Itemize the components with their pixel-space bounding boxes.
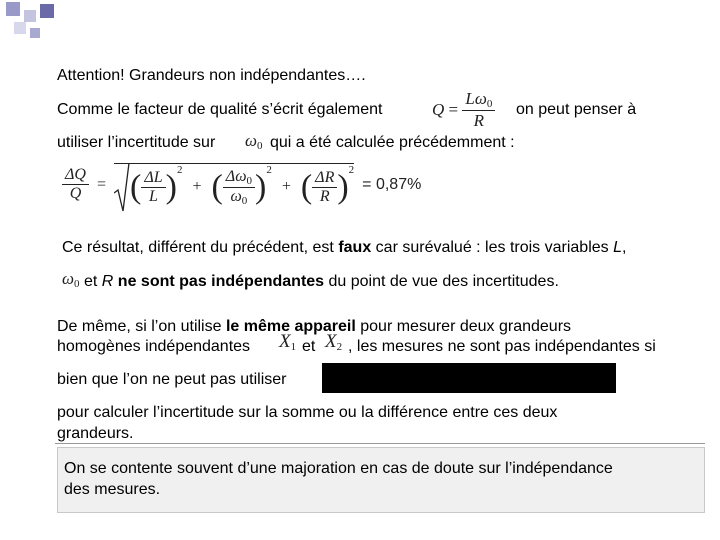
math-subscript: 0 xyxy=(241,194,248,207)
note-line-2: des mesures. xyxy=(64,481,161,498)
x2-symbol xyxy=(325,331,342,353)
math-subscript: 0 xyxy=(74,278,80,290)
divider xyxy=(55,443,705,444)
emphasis-not-independent: ne sont pas indépendantes xyxy=(113,273,325,290)
math-exponent: 2 xyxy=(348,164,355,176)
text: Comme le facteur de qualité s’écrit également xyxy=(57,101,383,118)
paragraph-1-line-1 xyxy=(62,238,626,258)
redacted-formula-bar xyxy=(322,363,616,393)
text: utiliser l’incertitude sur xyxy=(57,134,216,151)
text: et xyxy=(84,273,102,290)
emphasis-same-device: le même appareil xyxy=(225,318,356,335)
formula-result: = 0,87% xyxy=(362,175,422,193)
math-symbol: Lω xyxy=(465,89,487,108)
text: , les mesures ne sont pas indépendantes si xyxy=(348,338,656,355)
fraction xyxy=(312,169,337,206)
corner-square xyxy=(24,10,36,22)
fraction-numerator: ΔR xyxy=(312,169,337,188)
radical-sign-icon xyxy=(114,163,130,213)
fraction xyxy=(223,168,255,207)
text: , xyxy=(622,239,627,256)
fraction xyxy=(462,89,495,131)
fraction-numerator xyxy=(223,168,255,188)
fraction-numerator: ΔL xyxy=(141,169,165,188)
note-box xyxy=(57,447,705,513)
omega0-symbol xyxy=(245,131,263,152)
math-symbol: X xyxy=(279,331,291,352)
text: bien que l’on ne peut pas utiliser xyxy=(57,371,287,388)
text: homogènes indépendantes xyxy=(57,338,251,355)
math-symbol: Δω xyxy=(225,167,247,185)
paragraph-2-line-1 xyxy=(57,317,571,337)
math-subscript: 0 xyxy=(246,174,252,187)
x1-symbol xyxy=(279,331,296,353)
fraction-numerator: ΔQ xyxy=(62,166,89,185)
math-symbol: + xyxy=(192,178,202,196)
paragraph-1-line-2 xyxy=(84,272,559,292)
variable-r: R xyxy=(101,273,114,290)
fraction-denominator: L xyxy=(149,187,158,205)
text: et xyxy=(302,338,316,355)
sqrt-icon: ( $\frac{\Delta L}{L}$ )$^2$ + ( $\frac{\Delta\omega_0}{\omega_0}$ )$^2$ + ( $\frac{\Delta R}{R}$ )$^2$ xyxy=(114,163,354,207)
math-symbol: = xyxy=(96,175,106,193)
text: pour calculer l’incertitude sur la somme ou la différence entre ces deux xyxy=(57,404,558,421)
math-symbol: Q xyxy=(432,100,445,119)
warning-title: Attention! Grandeurs non indépendantes…. xyxy=(57,67,366,84)
corner-square xyxy=(30,28,40,38)
note-line-1: On se contente souvent d’une majoration en cas de doute sur l’indépendance xyxy=(64,460,613,477)
math-symbol: ω xyxy=(245,131,258,150)
math-subscript: 1 xyxy=(290,341,297,353)
corner-square xyxy=(14,22,26,34)
math-exponent: 2 xyxy=(266,164,272,176)
text: car surévalué : les trois variables xyxy=(371,239,614,256)
math-exponent: 2 xyxy=(176,164,183,176)
corner-square xyxy=(6,2,20,16)
corner-square xyxy=(40,4,54,18)
omega0-symbol xyxy=(62,269,80,290)
math-symbol: ω xyxy=(62,269,75,288)
math-subscript: 2 xyxy=(336,341,343,353)
text: on peut penser à xyxy=(516,101,637,118)
math-symbol: X xyxy=(325,331,337,352)
fraction-numerator xyxy=(462,89,495,111)
math-symbol: + xyxy=(281,178,291,196)
text: Ce résultat, différent du précédent, est xyxy=(62,239,339,256)
text: pour mesurer deux grandeurs xyxy=(355,318,572,335)
text-line-2 xyxy=(57,100,383,120)
fraction-denominator xyxy=(223,188,255,207)
fraction xyxy=(141,169,165,206)
math-symbol: = xyxy=(448,100,459,119)
quality-factor-formula xyxy=(432,89,495,131)
variable-l: L xyxy=(613,239,622,256)
uncertainty-formula xyxy=(62,163,421,207)
math-subscript: 0 xyxy=(486,98,493,110)
emphasis-faux: faux xyxy=(338,239,372,256)
math-subscript: 0 xyxy=(257,140,263,152)
math-symbol: ω xyxy=(230,187,242,205)
fraction xyxy=(62,166,89,203)
fraction-denominator: R xyxy=(473,111,485,130)
fraction-denominator: Q xyxy=(69,185,82,203)
fraction-denominator: R xyxy=(319,187,330,205)
text: du point de vue des incertitudes. xyxy=(324,273,559,290)
text: De même, si l’on utilise xyxy=(57,318,226,335)
text: qui a été calculée précédemment : xyxy=(270,134,515,151)
text: grandeurs. xyxy=(57,425,134,442)
